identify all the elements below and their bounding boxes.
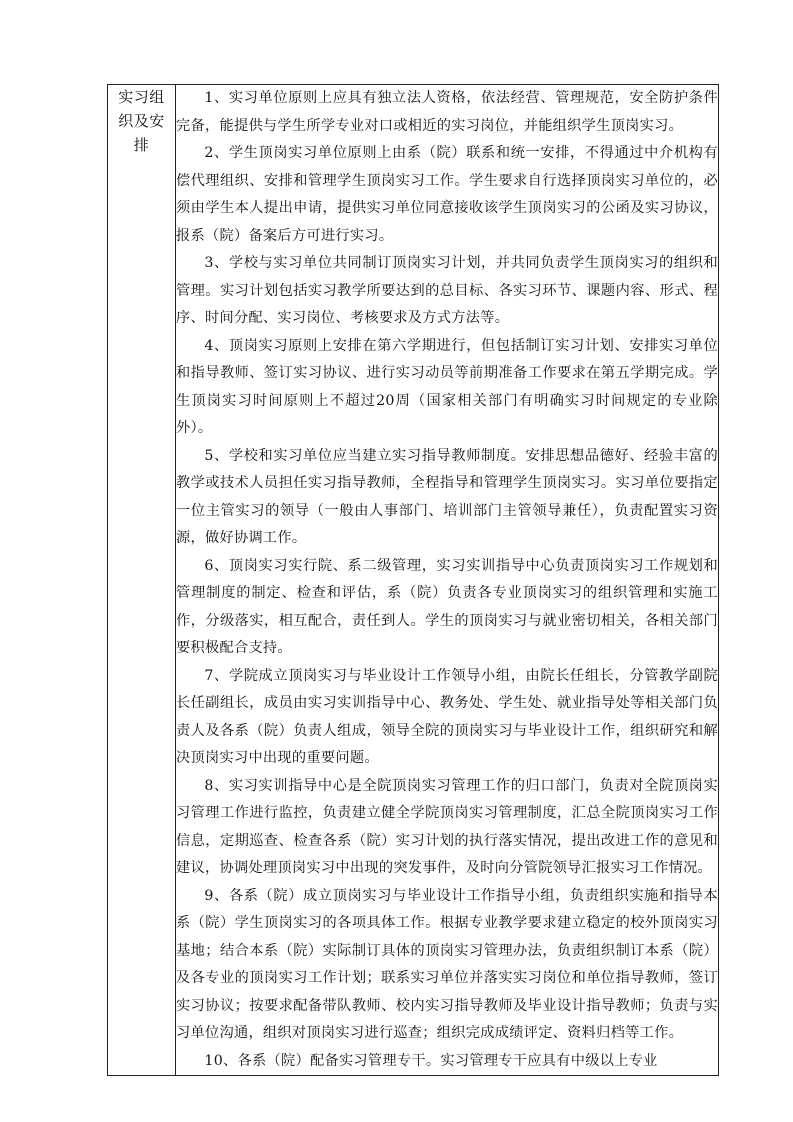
row-label-cell [108,85,176,1076]
paragraph-8: 8、实习实训指导中心是全院顶岗实习管理工作的归口部门，负责对全院顶岗实习管理工作进行监控，负责建立健全学院顶岗实习管理制度，汇总全院顶岗实习工作信息，定期巡查、检查各系（院）实习计划的执行落实情况，提出改进工作的意见和建议，协调处理顶岗实习中出现的突发事件，及时向分管院领导汇报实习工作情况。 [176,777,718,876]
paragraph-9: 9、各系（院）成立顶岗实习与毕业设计工作指导小组，负责组织实施和指导本系（院）学生顶岗实习的各项具体工作。根据专业教学要求建立稳定的校外顶岗实习基地；结合本系（院）实际制订具体的顶岗实习管理办法，负责组织制订本系（院）及各专业的顶岗实习工作计划；联系实习单位并落实实习岗位和单位指导教师，签订实习协议；按要求配备带队教师、校内实习指导教师及毕业设计指导教师；负责与实习单位沟通，组织对顶岗实习进行巡查；组织完成成绩评定、资料归档等工作。 [176,887,718,1041]
paragraph-7: 7、学院成立顶岗实习与毕业设计工作领导小组，由院长任组长，分管教学副院长任副组长，成员由实习实训指导中心、教务处、学生处、就业指导处等相关部门负责人及各系（院）负责人组成，领导全院的顶岗实习与毕业设计工作，组织研究和解决顶岗实习中出现的重要问题。 [176,667,718,766]
paragraph-1: 1、实习单位原则上应具有独立法人资格，依法经营、管理规范，安全防护条件完备，能提供与学生所学专业对口或相近的实习岗位，并能组织学生顶岗实习。 [176,90,718,134]
row-label: 实习组织及安排 [118,88,165,154]
row-content-cell [176,85,719,1076]
document-page [107,84,719,1069]
paragraph-5: 5、学校和实习单位应当建立实习指导教师制度。安排思想品德好、经验丰富的教学或技术人员担任实习指导教师，全程指导和管理学生顶岗实习。实习单位要指定一位主管实习的领导（一般由人事部门、培训部门主管领导兼任），负责配置实习资源，做好协调工作。 [176,447,718,546]
paragraph-2: 2、学生顶岗实习单位原则上由系（院）联系和统一安排，不得通过中介机构有偿代理组织、安排和管理学生顶岗实习工作。学生要求自行选择顶岗实习单位的，必须由学生本人提出申请，提供实习单位同意接收该学生顶岗实习的公函及实习协议，报系（院）备案后方可进行实习。 [176,145,718,244]
arrangement-table [107,84,719,1076]
paragraph-6: 6、顶岗实习实行院、系二级管理，实习实训指导中心负责顶岗实习工作规划和管理制度的制定、检查和评估，系（院）负责各专业顶岗实习的组织管理和实施工作，分级落实，相互配合，责任到人。学生的顶岗实习与就业密切相关，各相关部门要积极配合支持。 [176,557,718,656]
paragraph-3: 3、学校与实习单位共同制订顶岗实习计划，并共同负责学生顶岗实习的组织和管理。实习计划包括实习教学所要达到的总目标、各实习环节、课题内容、形式、程序、时间分配、实习岗位、考核要求及方式方法等。 [176,255,718,326]
paragraph-4: 4、顶岗实习原则上安排在第六学期进行，但包括制订实习计划、安排实习单位和指导教师、签订实习协议、进行实习动员等前期准备工作要求在第五学期完成。学生顶岗实习时间原则上不超过20周（国家相关部门有明确实习时间规定的专业除外）。 [176,337,718,436]
paragraph-10: 10、各系（院）配备实习管理专干。实习管理专干应具有中级以上专业 [204,1052,658,1069]
table-row [108,85,719,1076]
